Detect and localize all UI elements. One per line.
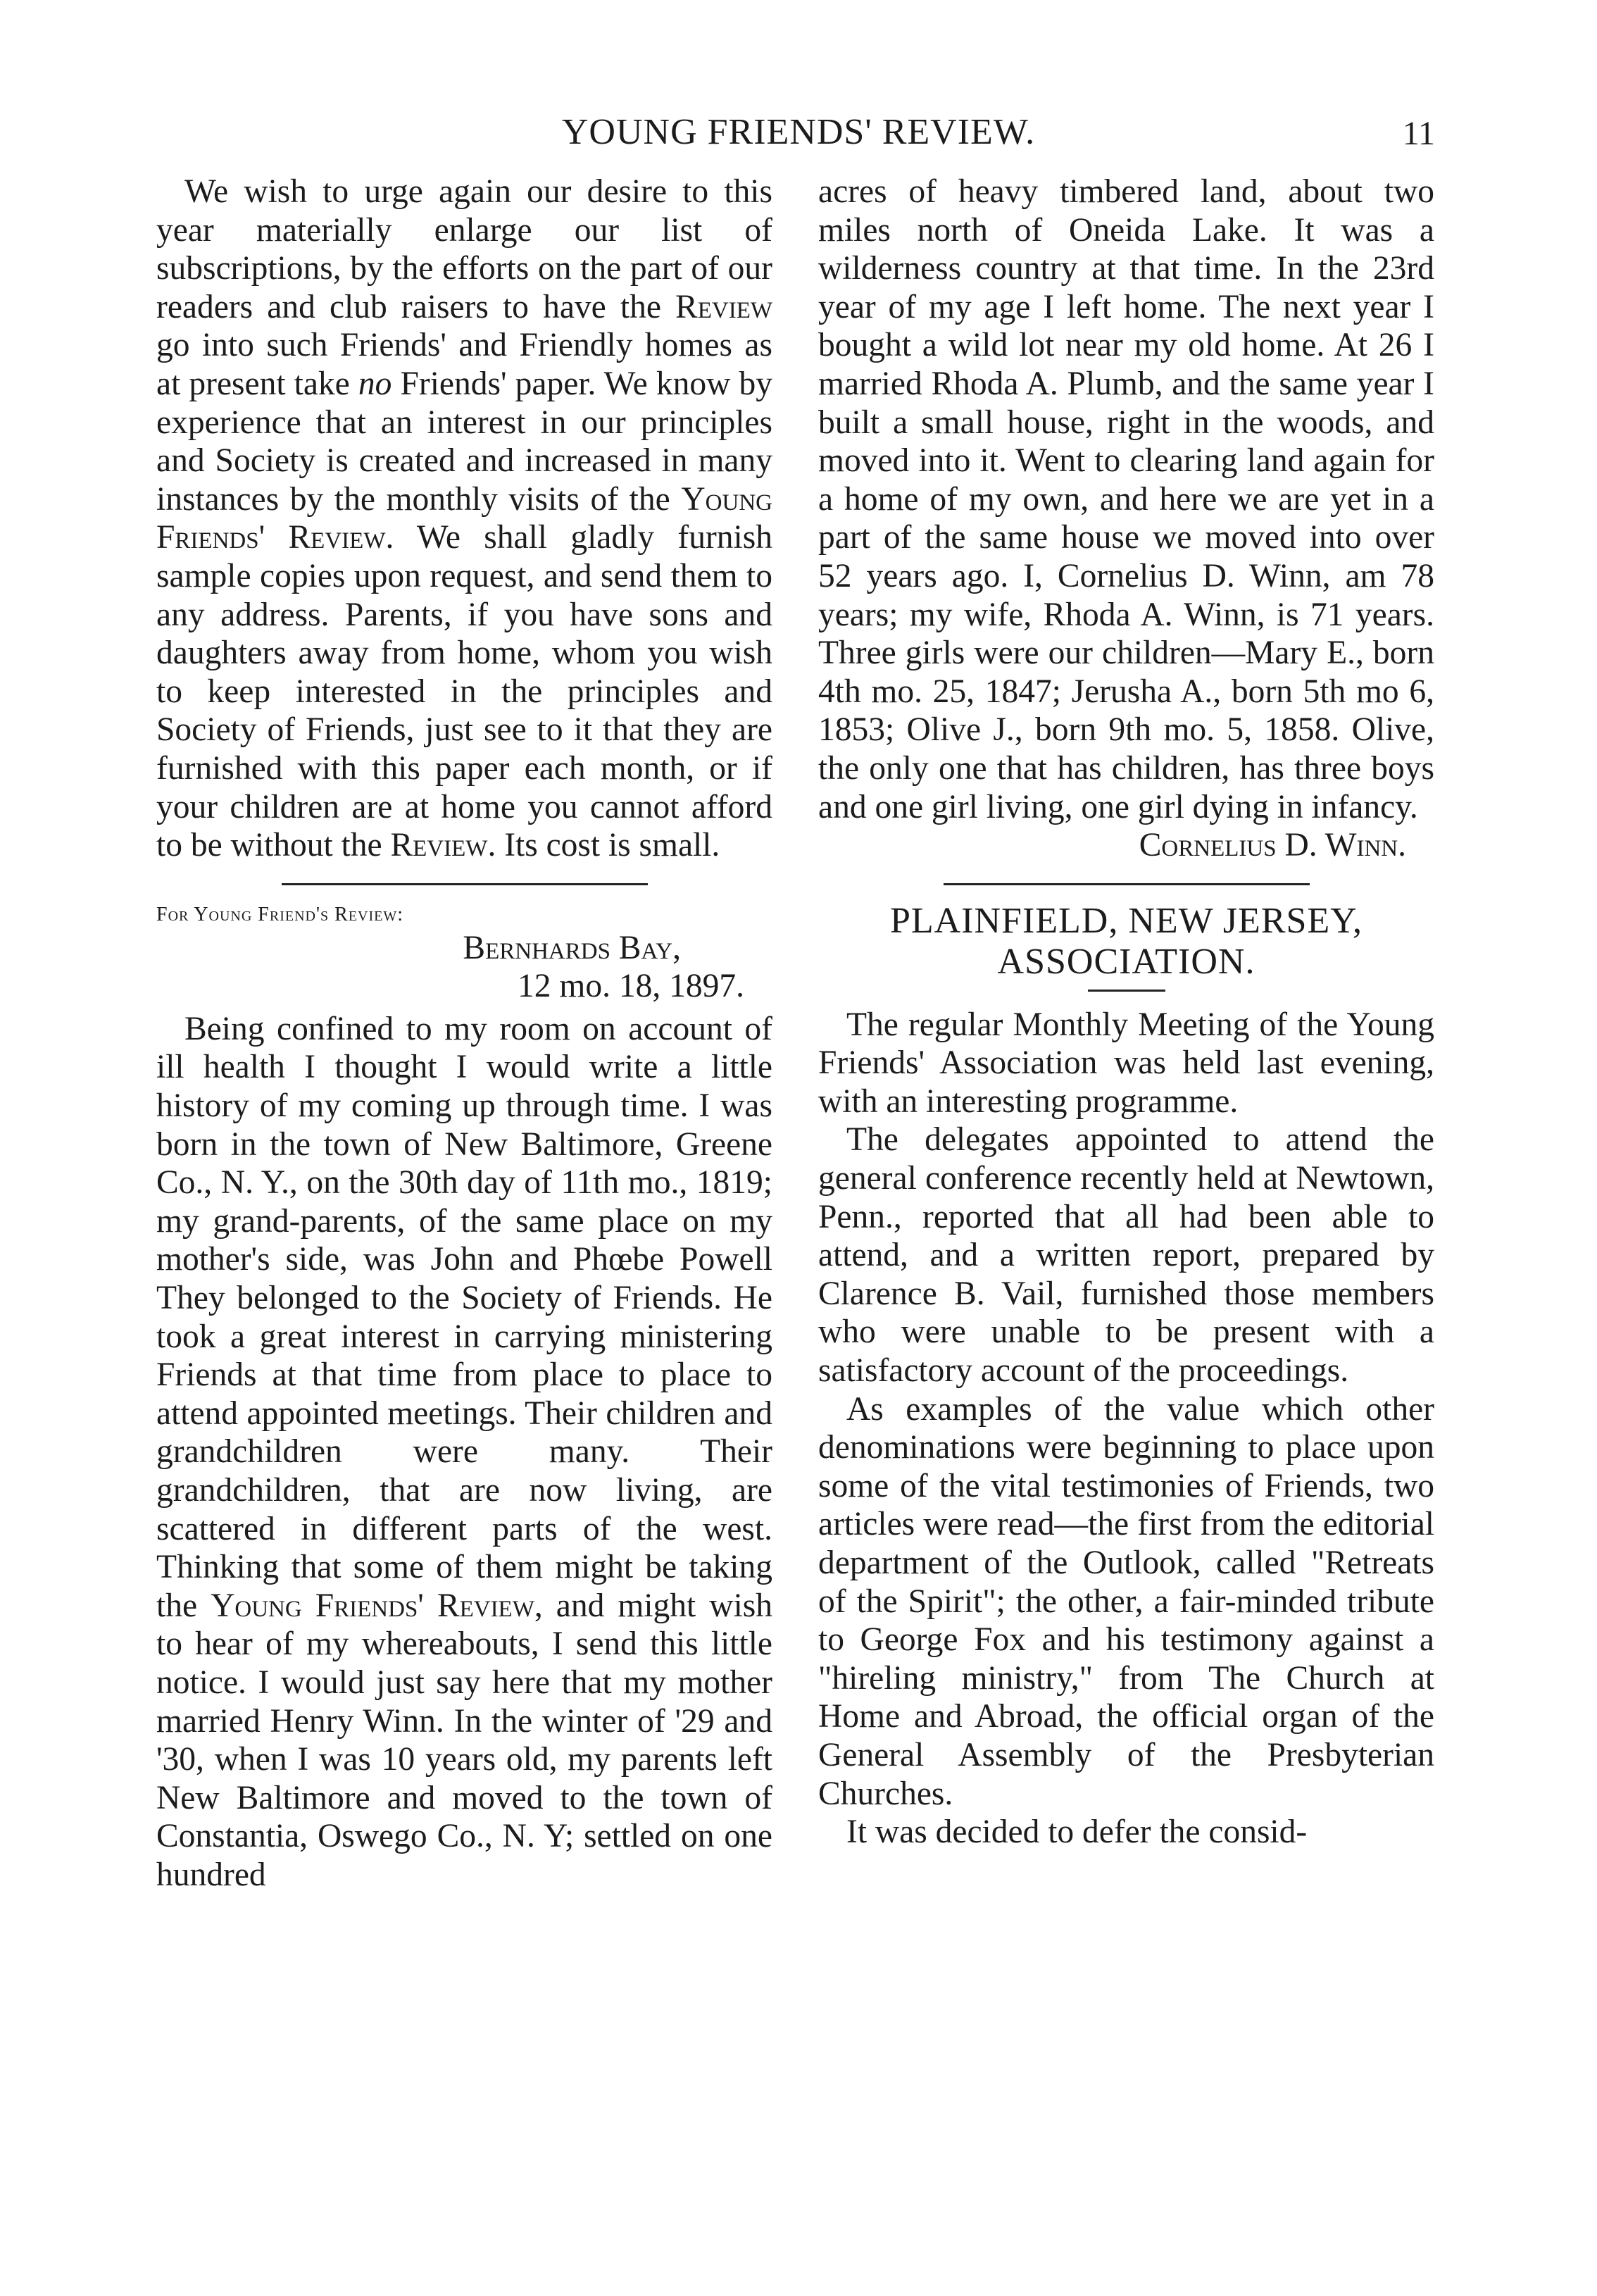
text-run: , and might wish to hear of my whereabouts, I send this little notice. I would just say here that my mother married Henry Winn. In the winter of '29 and '30, when I was 10 years old, my parents left New Baltimore and moved to the town of Constantia, Oswego Co., N. Y; settled on one hundred: [156, 1587, 772, 1893]
review-name: Young Friends' Review: [211, 1587, 534, 1624]
divider: [944, 883, 1310, 885]
text-run: Being confined to my room on account of ill health I thought I would write a little history of my coming up through time. I was born in the town of New Baltimore, Greene Co., N. Y., on the 30th day of 11th mo., 1819; my grand-parents, of the same place on my mother's side, was John and Phœbe Powell They belonged to the Society of Friends. He took a great interest in carrying ministering Friends at that time from place to place to attend appointed meetings. Their children and grandchildren were many. Their grandchildren, that are now living, are scattered in different parts of the west. Thinking that some of them might be taking the: [156, 1010, 772, 1624]
text-run: . Its cost is small.: [487, 827, 720, 864]
dateline-date: 12 mo. 18, 1897.: [518, 968, 744, 1005]
review-name: Review: [675, 288, 772, 325]
text-run: We wish to urge again our desire to this year materially enlarge our list of subscriptions, by the efforts on the part of our readers and club raisers to have the: [156, 173, 772, 325]
report-paragraph: As examples of the value which other denominations were beginning to place upon some of the vital testimonies of Friends, two articles were read—the first from the editorial department of the Outlook, called "Retreats of the Spirit"; the other, a fair-minded tribute to George Fox and his testimony against a "hireling ministry," from The Church at Home and Abroad, the official organ of the General Assembly of the Presbyterian Churches.: [818, 1390, 1434, 1812]
editorial-paragraph: [156, 173, 772, 865]
report-paragraph: The delegates appointed to attend the general conference recently held at Newtown, Penn., reported that all had been able to attend, and a written report, prepared by Clarence B. Vail, furnished those members who were unable to be present with a satisfactory account of the proceedings.: [818, 1121, 1434, 1390]
signature: Cornelius D. Winn.: [1139, 827, 1406, 864]
running-title: YOUNG FRIENDS' REVIEW.: [561, 112, 1036, 152]
section-title-line: PLAINFIELD, NEW JERSEY,: [889, 900, 1363, 941]
text-run: Friends' paper. We know by experience that an interest in our principles and Society is created and increased in many instances by the monthly visits of the: [156, 365, 772, 518]
report-paragraph: It was decided to defer the consid-: [846, 1814, 1308, 1851]
article-credit: For Young Friend's Review:: [156, 903, 404, 925]
review-name: Young Friends' Review: [156, 480, 772, 556]
review-name: Review: [390, 827, 488, 864]
dateline-place: Bernhards Bay,: [463, 929, 681, 966]
report-paragraph: The regular Monthly Meeting of the Young Friends' Association was held last evening, with an interesting programme.: [818, 1006, 1434, 1120]
letter-continuation: acres of heavy timbered land, about two miles north of Oneida Lake. It was a wilderness country at that time. In the 23rd year of my age I left home. The next year I bought a wild lot near my old home. At 26 I married Rhoda A. Plumb, and the same year I built a small house, right in the woods, and moved into it. Went to clearing land again for a home of my own, and here we are yet in a part of the same house we moved into over 52 years ago. I, Cornelius D. Winn, am 78 years; my wife, Rhoda A. Winn, is 71 years. Three girls were our children—Mary E., born 4th mo. 25, 1847; Jerusha A., born 5th mo 6, 1853; Olive J., born 9th mo. 5, 1858. Olive, the only one that has children, has three boys and one girl living, one girl dying in infancy.: [818, 173, 1434, 825]
short-divider: [1088, 990, 1165, 992]
section-title-line: ASSOCIATION.: [997, 941, 1255, 982]
divider: [282, 883, 648, 885]
page-number: 11: [1402, 115, 1435, 152]
text-run: . We shall gladly furnish sample copies upon request, and send them to any address. Parents, if you have sons and daughters away from home, whom you wish to keep interested in the principles and Society of Friends, just see to it that they are furnished with this paper each month, or if your children are at home you cannot afford to be without the: [156, 519, 772, 864]
section-title: [818, 901, 1434, 982]
letter-paragraph: [156, 1010, 772, 1895]
right-column: [818, 173, 1434, 1852]
text-run: go into such Friends' and Friendly homes as at present take: [156, 327, 772, 402]
left-column: [156, 173, 772, 1895]
emphasis: no: [358, 365, 392, 402]
